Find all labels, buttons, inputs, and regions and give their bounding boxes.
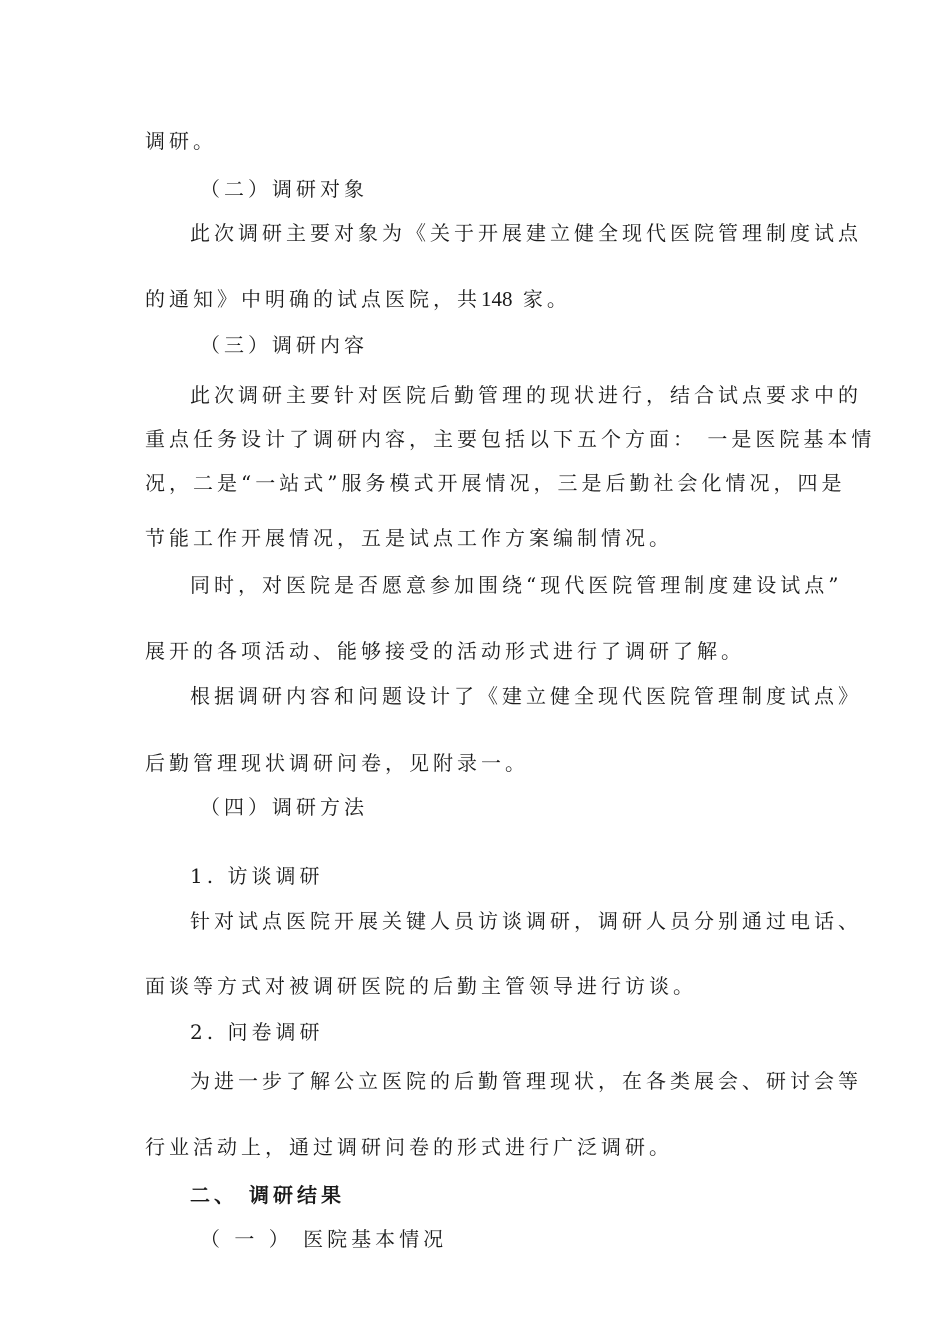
paragraph-line: 同时，对医院是否愿意参加围绕“现代医院管理制度建设试点”: [190, 573, 843, 597]
section-heading-research-method: （四）调研方法: [200, 795, 368, 819]
paragraph-line: 重点任务设计了调研内容，主要包括以下五个方面： 一是医院基本情: [145, 427, 876, 451]
paragraph-line: 节能工作开展情况，五是试点工作方案编制情况。: [145, 526, 673, 550]
paragraph-line: 调研。: [145, 129, 217, 153]
paragraph-line: 的通知》中明确的试点医院，共148 家。: [145, 287, 571, 311]
paragraph-line: 根据调研内容和问题设计了《建立健全现代医院管理制度试点》: [190, 684, 862, 708]
subheading-questionnaire: 2. 问卷调研: [190, 1020, 324, 1044]
hospital-count: 148: [481, 287, 513, 311]
section-heading-research-content: （三）调研内容: [200, 333, 368, 357]
section-heading-research-subject: （二）调研对象: [200, 177, 368, 201]
paragraph-line: 为进一步了解公立医院的后勤管理现状，在各类展会、研讨会等: [190, 1069, 862, 1093]
paragraph-line: 针对试点医院开展关键人员访谈调研，调研人员分别通过电话、: [190, 909, 862, 933]
paragraph-line: 况，二是“一站式”服务模式开展情况，三是后勤社会化情况，四是: [145, 471, 846, 495]
paragraph-line: 此次调研主要对象为《关于开展建立健全现代医院管理制度试点: [190, 221, 862, 245]
paragraph-line: 面谈等方式对被调研医院的后勤主管领导进行访谈。: [145, 974, 697, 998]
paragraph-line: 此次调研主要针对医院后勤管理的现状进行，结合试点要求中的: [190, 383, 862, 407]
section-heading-basic-info: （ 一 ） 医院基本情况: [200, 1227, 448, 1251]
subheading-interview: 1. 访谈调研: [190, 864, 324, 888]
chapter-heading-results: 二、 调研结果: [190, 1183, 345, 1207]
paragraph-line: 后勤管理现状调研问卷，见附录一。: [145, 751, 529, 775]
paragraph-line: 展开的各项活动、能够接受的活动形式进行了调研了解。: [145, 639, 745, 663]
paragraph-line: 行业活动上，通过调研问卷的形式进行广泛调研。: [145, 1135, 673, 1159]
